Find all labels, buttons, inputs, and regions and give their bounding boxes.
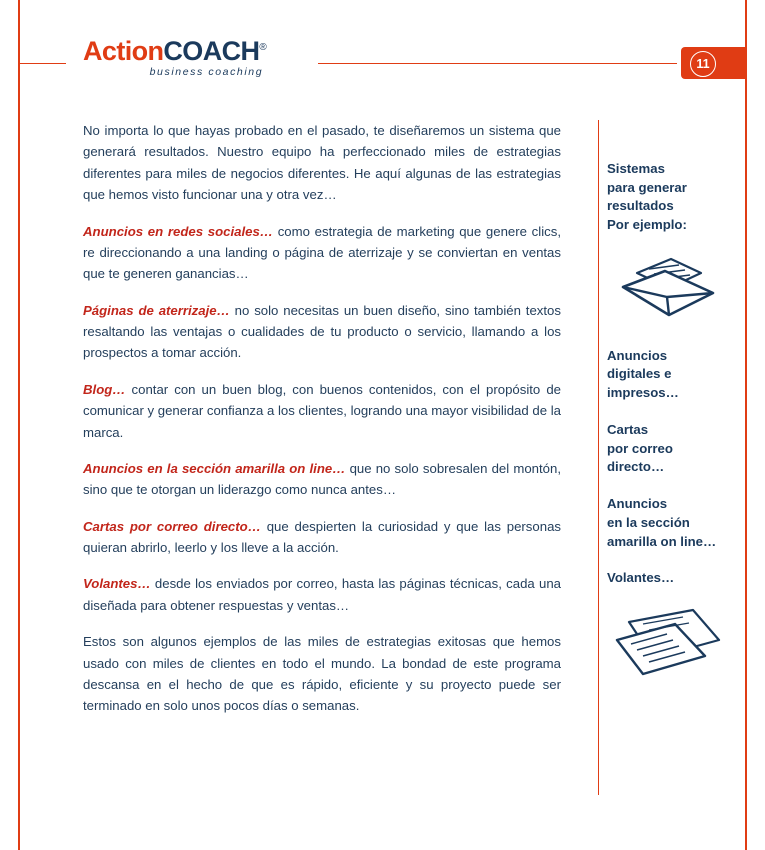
paragraph-body: que no solo sobresalen del montón, sino que te otorgan un liderazgo como nunca antes… (83, 460, 561, 498)
page-number: 11 (690, 51, 716, 77)
sidebar-item-anuncios-digitales (607, 347, 737, 403)
paragraph-redes-sociales (83, 221, 561, 285)
sidebar-item-cartas-correo (607, 421, 737, 477)
sidebar-item-line: amarilla on line… (607, 533, 717, 549)
paragraph-body: Estos son algunos ejemplos de las miles de estrategias exitosas que hemos usado con miles de clientes en todo el mundo. La bondad de este programa descansa en el hecho de que es rápido, eficiente y su proyecto puede ser terminado en solo unos pocos días o semanas. (83, 634, 561, 714)
paragraph-intro (83, 120, 561, 206)
page-number-badge (681, 47, 747, 79)
sidebar-item-line: Anuncios (607, 347, 668, 363)
paragraph-lead: Anuncios en la sección amarilla on line… (83, 460, 346, 476)
sidebar-heading-line: para generar (607, 179, 687, 195)
paragraph-lead: Blog… (83, 381, 126, 397)
logo-coach-text: COACH (163, 36, 260, 66)
paragraph-cartas-correo (83, 516, 561, 559)
header-rule-right (318, 63, 677, 64)
paragraph-conclusion (83, 631, 561, 717)
sidebar-item-line: impresos… (607, 385, 679, 401)
paragraph-seccion-amarilla (83, 458, 561, 501)
flyers-illustration (609, 606, 737, 690)
paragraph-body: como estrategia de marketing que genere clics, re direccionando a una landing o página de aterrizaje y se conviertan en ventas que te generen ganancias… (83, 223, 561, 282)
logo-registered-mark: ® (259, 42, 267, 53)
paragraph-body: desde los enviados por correo, hasta las páginas técnicas, cada una diseñada para obtener respuestas y ventas… (83, 576, 561, 613)
logo-action-text: Action (83, 36, 164, 66)
sidebar-item-line: en la sección (607, 514, 690, 530)
sidebar (607, 160, 737, 690)
sidebar-item-line: digitales e (607, 366, 672, 382)
sidebar-item-line: directo… (607, 459, 665, 475)
logo-tagline: business coaching (149, 66, 264, 78)
paragraph-volantes (83, 573, 561, 616)
sidebar-item-volantes (607, 569, 737, 588)
paragraph-body: contar con un buen blog, con buenos contenidos, con el propósito de comunicar y generar confianza a los clientes, logrando una mayor visibilidad de la marca. (83, 381, 561, 440)
paragraph-lead: Cartas por correo directo… (83, 518, 261, 534)
paragraph-body: no solo necesitas un buen diseño, sino también textos resaltando las ventajas o cualidades de tu producto o servicio, llamando a los prospectos a tomar acción. (83, 302, 561, 361)
sidebar-item-seccion-amarilla (607, 495, 737, 551)
paragraph-lead: Anuncios en redes sociales… (83, 223, 273, 239)
left-margin-rule (18, 0, 20, 850)
column-divider (598, 120, 599, 795)
sidebar-item-line: Cartas (607, 421, 649, 437)
paragraph-body: que despierten la curiosidad y que las personas quieran abrirlo, leerlo y los lleve a la acción. (83, 518, 561, 555)
paragraph-paginas-aterrizaje (83, 300, 561, 364)
header-rule-left (18, 63, 66, 64)
envelope-illustration (609, 253, 737, 327)
sidebar-item-line: por correo (607, 440, 673, 456)
sidebar-heading-line: Por ejemplo: (607, 217, 687, 233)
paragraph-blog (83, 379, 561, 443)
paragraph-lead: Páginas de aterrizaje… (83, 302, 230, 318)
sidebar-heading-line: resultados (607, 198, 674, 214)
paragraph-lead: Volantes… (83, 576, 151, 592)
paragraph-body: No importa lo que hayas probado en el pasado, te diseñaremos un sistema que generará resultados. Nuestro equipo ha perfeccionado miles de estrategias diferentes para miles de negocios diferentes. He aquí algunas de las estrategias que hemos visto funcionar una y otra vez… (83, 123, 561, 203)
actioncoach-logo (83, 38, 266, 78)
sidebar-item-line: Volantes… (607, 570, 675, 586)
sidebar-heading-line: Sistemas (607, 161, 665, 176)
sidebar-heading (607, 160, 737, 235)
sidebar-item-line: Anuncios (607, 496, 668, 512)
main-text-column (83, 120, 561, 717)
page-header (18, 36, 747, 86)
right-margin-rule (745, 0, 747, 850)
